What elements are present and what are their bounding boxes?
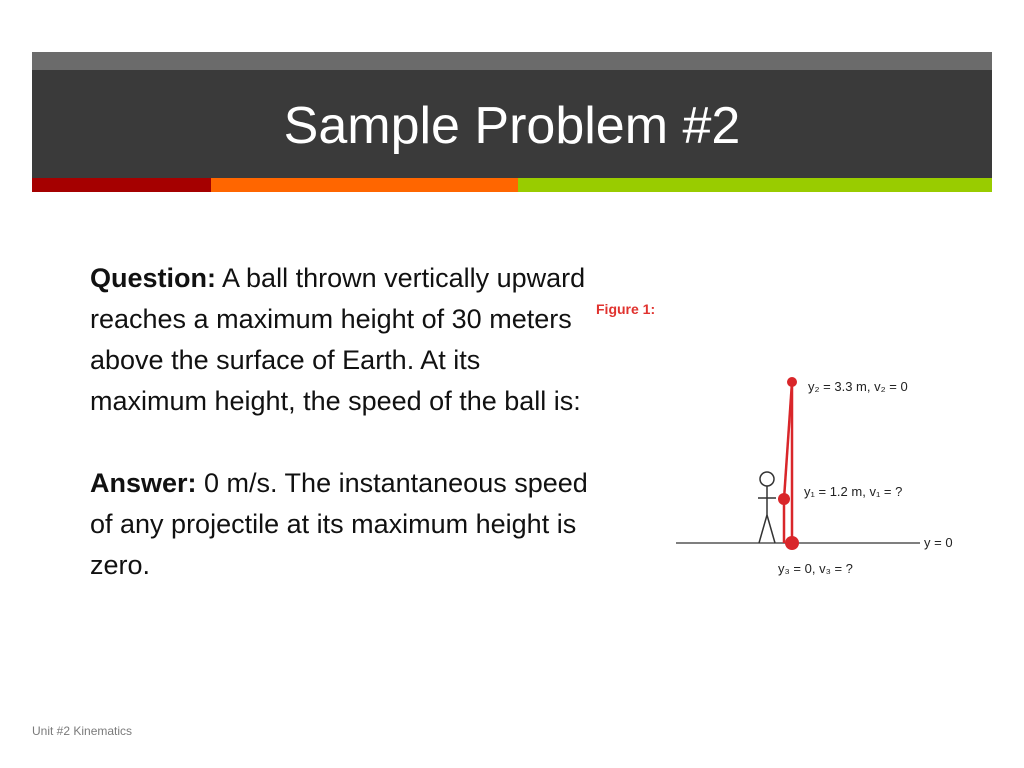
- figure-diagram: [590, 295, 990, 595]
- footer-text: Unit #2 Kinematics: [32, 724, 133, 738]
- person-icon: [758, 472, 776, 543]
- figure-1: [590, 295, 990, 595]
- question-paragraph: [90, 258, 590, 422]
- label-y2: y₂ = 3.3 m, v₂ = 0: [808, 379, 908, 394]
- label-y3: y₃ = 0, v₃ = ?: [778, 561, 853, 576]
- accent-strip: [32, 178, 992, 192]
- answer-text: 0 m/s. The instantaneous speed of any projectile at its maximum height is zero.: [90, 468, 588, 580]
- figure-label: Figure 1:: [596, 301, 656, 317]
- answer-paragraph: [90, 463, 590, 586]
- accent-segment-orange: [211, 178, 518, 192]
- ball-mid: [778, 493, 790, 505]
- accent-segment-red: [32, 178, 211, 192]
- ball-trajectory: [784, 382, 792, 543]
- question-label: Question:: [90, 263, 216, 293]
- question-text: A ball thrown vertically upward reaches a maximum height of 30 meters above the surface of Earth. At its maximum height, the speed of the ball is:: [90, 263, 586, 416]
- label-y1: y₁ = 1.2 m, v₁ = ?: [804, 484, 903, 499]
- ball-top: [787, 377, 797, 387]
- answer-label: Answer:: [90, 468, 197, 498]
- slide-body: [90, 258, 590, 586]
- accent-segment-green: [518, 178, 992, 192]
- ball-bottom: [785, 536, 799, 550]
- label-ground: y = 0: [924, 535, 953, 550]
- slide-title: Sample Problem #2: [283, 97, 741, 155]
- title-top-strip: [32, 52, 992, 70]
